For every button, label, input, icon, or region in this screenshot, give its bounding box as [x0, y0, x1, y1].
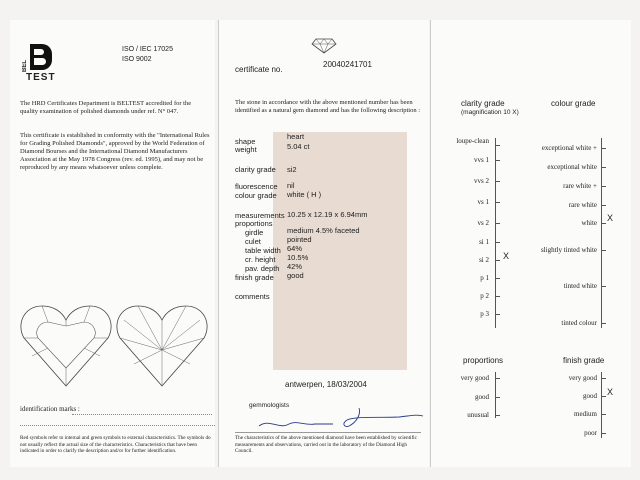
crown-label: cr. height [245, 255, 276, 264]
grading-scales-panel [430, 20, 631, 467]
clarity-scale-title: clarity grade [461, 99, 505, 108]
clarity-p2: p 2 [480, 292, 489, 300]
girdle-label: girdle [245, 228, 264, 237]
weight-value: 5.04 ct [287, 142, 310, 151]
heart-crown-diagram [18, 302, 114, 390]
table-label: table width [245, 246, 281, 255]
clarity-p3: p 3 [480, 310, 489, 318]
certificate-number: 20040241701 [323, 60, 372, 69]
logo-side-text: BEL [22, 60, 28, 72]
clarity-scale-axis [495, 138, 496, 328]
colour-exceptional-white-plus: exceptional white + [541, 144, 597, 152]
certificate-footer: The characteristics of the above mentioned diamond have been established by scientific measurements and observations, carried out in the laboratory of the Diamond High Council. [235, 435, 417, 454]
colour-scale-title: colour grade [551, 99, 596, 108]
certificate-intro: The stone in accordance with the above mentioned number has been identified as a natural gem diamond and has the following description : [235, 99, 421, 115]
girdle-value: medium 4.5% faceted [287, 226, 360, 235]
signatures [249, 404, 429, 432]
proportions-very-good: very good [460, 374, 489, 382]
culet-label: culet [245, 237, 261, 246]
measurements-label: measurements [235, 211, 285, 220]
proportions-label: proportions [235, 219, 273, 228]
heart-pavilion-diagram [114, 302, 210, 390]
place-date: antwerpen, 18/03/2004 [285, 380, 367, 389]
clarity-label: clarity grade [235, 165, 276, 174]
iso-17025: ISO / IEC 17025 [122, 46, 173, 53]
certificate-label: certificate no. [235, 65, 283, 74]
finish-poor: poor [584, 429, 597, 437]
finish-value: good [287, 271, 304, 280]
clarity-value: si2 [287, 165, 297, 174]
table-value: 64% [287, 244, 303, 253]
diamond-emblem-icon [311, 38, 337, 54]
logo-b-shape [30, 44, 52, 70]
footnote: Red symbols refer to internal and green symbols to external characteristics. The symbols do not usually reflect the actual size of the characteristics. Characteristics that have been indicated in order to clarify the description and/or for further identification. [20, 435, 211, 454]
culet-value: pointed [287, 235, 312, 244]
colour-rare-white: rare white [568, 201, 597, 209]
colour-rare-white-plus: rare white + [563, 182, 597, 190]
colour-selected-marker: X [607, 213, 614, 223]
finish-very-good: very good [568, 374, 597, 382]
clarity-vs2: vs 2 [477, 219, 489, 227]
certificate-panel [218, 20, 429, 467]
colour-value: white ( H ) [287, 190, 322, 199]
colour-slightly-tinted-white: slightly tinted white [541, 246, 597, 254]
clarity-vvs1: vvs 1 [474, 156, 489, 164]
iso-9002: ISO 9002 [122, 56, 152, 63]
gemmologists-label: gemmologists [249, 402, 290, 409]
crown-value: 10.5% [287, 253, 309, 262]
accreditation-text: The HRD Certificates Department is BELTEST accredited for the quality examination of polished diamonds under ref. N° 047. [20, 100, 192, 115]
shape-label: shape [235, 137, 256, 146]
left-panel [10, 20, 215, 467]
colour-white: white [581, 219, 597, 227]
fluorescence-label: fluorescence [235, 182, 278, 191]
fluorescence-value: nil [287, 181, 295, 190]
measurements-value: 10.25 x 12.19 x 6.94mm [287, 210, 368, 219]
pavilion-label: pav. depth [245, 264, 280, 273]
finish-selected-marker: X [607, 387, 614, 397]
clarity-scale-subtitle: (magnification 10 X) [461, 109, 519, 116]
logo-text: TEST [26, 72, 56, 83]
clarity-si1: si 1 [479, 238, 489, 246]
weight-label: weight [235, 145, 257, 154]
proportions-good: good [475, 393, 489, 401]
colour-tinted-white: tinted white [563, 282, 597, 290]
finish-scale-title: finish grade [563, 356, 605, 365]
clarity-vs1: vs 1 [477, 198, 489, 206]
clarity-p1: p 1 [480, 274, 489, 282]
clarity-si2: si 2 [479, 256, 489, 264]
proportions-scale-title: proportions [463, 356, 504, 365]
colour-exceptional-white: exceptional white [547, 163, 597, 171]
comments-label: comments [235, 292, 270, 301]
clarity-selected-marker: X [503, 251, 510, 261]
finish-label: finish grade [235, 273, 274, 282]
finish-medium: medium [574, 410, 597, 418]
finish-good: good [583, 392, 597, 400]
shape-value: heart [287, 132, 305, 141]
identification-marks-label: identification marks : [20, 405, 80, 413]
colour-tinted-colour: tinted colour [561, 319, 597, 327]
clarity-vvs2: vvs 2 [474, 177, 489, 185]
pavilion-value: 42% [287, 262, 303, 271]
conformity-text: This certificate is established in conformity with the "International Rules for Grading Polished Diamonds", approved by the World Federation of Diamond Bourses and the International Diamond Manufacturers Association at the May 1978 Congress (rev. ed. 1995), and may not be reproduced by any means whatsoever unless complete. [20, 132, 210, 171]
clarity-loupe-clean: loupe-clean [456, 137, 489, 145]
proportions-unusual: unusual [467, 411, 489, 419]
colour-label: colour grade [235, 191, 277, 200]
beltest-logo [20, 42, 60, 83]
finish-scale-axis [601, 372, 602, 438]
